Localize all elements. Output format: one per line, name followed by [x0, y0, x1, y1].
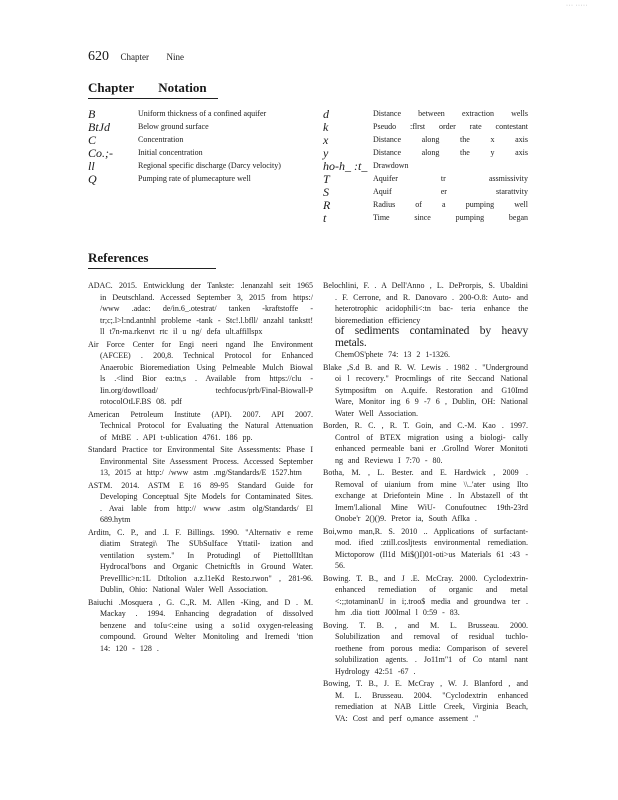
reference-entry: Blake ,S.d B. and R. W. Lewis . 1982 . "Underground oi l recovery." Procmlings of rite Seccand National Sytmposiftm on A.quife. Restoration and G10Imd Ware, Monitor ing 6 9 -7 6 , Dublin, OH: National Water Well Association.	[323, 362, 528, 418]
reference-entry: Borden, R. C. , R. T. Goin, and C.-M. Kao . 1997. Control of BTEX migration using a biologi- cally enhanced permeable bani er .Grollnd Worer Monitoti ng and Reviewu I 7:70 - 80.	[323, 421, 528, 465]
notation-row	[88, 121, 313, 133]
running-head-chapter-name: Nine	[166, 52, 184, 62]
notation-list-right	[323, 108, 528, 225]
notation-heading	[88, 80, 218, 99]
references-list-right	[323, 280, 528, 725]
notation-row	[88, 173, 313, 185]
notation-definition: Initial concentration	[138, 148, 203, 157]
reference-entry-continuation: ChemOS'phete 74: 13 2 1-1326.	[335, 350, 450, 359]
notation-row	[323, 212, 528, 224]
notation-symbol: R	[323, 198, 331, 212]
notation-symbol: S	[323, 185, 329, 199]
notation-symbol: d	[323, 107, 329, 121]
notation-definition: Distance along the y axis	[373, 148, 528, 157]
reference-entry-continuation: of sediments contaminated by heavy metals.	[335, 325, 528, 349]
notation-row	[88, 108, 313, 120]
page-number: 620	[88, 49, 109, 64]
notation-definition: Concentration	[138, 135, 184, 144]
notation-symbol: k	[323, 120, 329, 134]
notation-list-left	[88, 108, 313, 186]
notation-row	[88, 160, 313, 172]
reference-entry: Boi,wmo man,R. S. 2010 .. Applications of surfactant-mod. ified :ztill.cosljtests environmental remediation. Mictoporow (Il1d Mi$()I)01-oti>us Materials 61 :43 - 56.	[323, 526, 528, 570]
notation-row	[323, 147, 528, 159]
corner-mark: ··· ·····	[566, 3, 588, 9]
notation-row	[323, 160, 528, 172]
notation-definition: Aquifer tr assmissivity	[373, 174, 528, 183]
notation-row	[88, 147, 313, 159]
reference-entry: Bowing. T. B., and J .E. McCray. 2000. Cyclodextrin- enhanced remediation of organic and metal <:;;totaminanU in i;.troo$ media and groundwa ter . hm .dia tiott J00Imal l 0:59 - 83.	[323, 573, 528, 617]
notation-symbol: ho-h_ :t_	[323, 159, 368, 173]
notation-definition: Radius of a pumping well	[373, 200, 528, 209]
notation-definition: Uniform thickness of a confined aquifer	[138, 109, 267, 118]
reference-entry: Boving. T. B. , and M. L. Brusseau. 2000. Solubilization and removal of residual tuchlo- roethene from porous media: Comparison of severel solubilization agents. . Jo11m"1 of Co ntaml nant Hydrology 42:51 -67 .	[323, 620, 528, 676]
reference-entry: ADAC. 2015. Entwicklung der Tankste: .lenanzahl seit 1965 in Deutschland. Accessed September 3, 2015 from https:/ /www .adac: de/in.6_.otestrat/ tanken -kraftstoffe -tr;c;.l>l:nd.antnhl probleme -tank - Stc!.l.bfll/ anzahl tankstt! ll t7n-ma.rkenvt rtc il u ng/ defa ult.affillspx	[88, 281, 313, 336]
reference-entry: Botha, M. , L. Bester. and E. Hardwick , 2009 . Removal of uianium from mine \\..'ater using Ilto exchange at Driefontein Mine . In Abstazell of tht Imem'l.alional Mine WiU- Conufoutnec 19th-23rd Onobe'r 2()()9. Pretor ia, South Aflka .	[323, 468, 528, 523]
notation-definition: Drawdown	[373, 161, 409, 170]
notation-symbol: T	[323, 172, 330, 186]
references-list-left	[88, 280, 313, 655]
notation-row	[323, 134, 528, 146]
notation-row	[323, 121, 528, 133]
references-heading: References	[88, 250, 216, 269]
notation-definition: Pumping rate of plumecapture well	[138, 174, 251, 183]
notation-heading-word1: Chapter	[88, 80, 135, 95]
notation-row	[323, 186, 528, 198]
notation-definition: Pseudo :flrst order rate contestant	[373, 122, 528, 131]
notation-heading-word2: Notation	[158, 80, 207, 95]
notation-row	[323, 108, 528, 120]
reference-entry: Bowing, T. B., J. E. McCray , W. J. Blanford , and M. L. Brusseau. 2004. "Cyclodextrin enhanced remediation at NAB Little Creek, Virginia Beach, VA: Cost and perf o,mance assement ."	[323, 679, 528, 723]
running-head	[88, 49, 184, 65]
reference-entry: Belochlini, F. . A Dell'Anno , L. DeProrpis, S. Ubaldini . F. Cerrone, and R. Danovaro . 200-O.8: Auto- and heterotrophic acidophili<:tn bac- teria enhance the bioremediation efficiency	[323, 281, 528, 325]
notation-definition: Distance along the x axis	[373, 135, 528, 144]
notation-row	[323, 199, 528, 211]
reference-entry: ASTM. 2014. ASTM E 16 89-95 Standard Guide for Developing Conceptual Sjte Models for Contaminated Sites. . Avai lable from http:// www .astm olg/Standards/ El 689.hytm	[88, 480, 313, 524]
notation-symbol: y	[323, 146, 329, 160]
notation-definition: Distance between extraction wells	[373, 109, 528, 118]
reference-entry: Arditn, C. P., and .I. F. Billings. 1990. "Alternativ e reme diatim Strategi\ The SUbSuIface Yttatil- ization and ventilation system." In Protudingl of PiettollItltan Hydrocal'bons and Organic Chetnicftls in Ground Water. PreveIllic>n:1L Dtltolion a.z.l1eKd Resto.rwon" , 281-96. Dublin, Ohio: National Waler Well Association.	[88, 527, 313, 594]
reference-entry: Air Force Center for Engi neeri ngand Ihe Environment (AFCEE) . 200,8. Technical Protocol for Enhanced Anaerobic Bioremediation Using Pelmeable Mulch Biowal ls .<lind Bior ea:tn,s . Available from https://clu -Iin.org/dowtlload/ techfocus/prb/Final-Biowall-P rotocolOtLF.BS 08. pdf	[88, 339, 313, 406]
notation-definition: Aquif er starattvity	[373, 187, 528, 196]
notation-symbol: Q	[88, 172, 97, 186]
notation-symbol: x	[323, 133, 329, 147]
reference-entry: Baiuchi .Mosquera , G. C.,R. M. Allen -King, and D . M. Mackay . 1994. Enhancing degradation of dissolved benzene and toIu<:eine using a so1id oxygen-releasing compound. Ground Welter Monitoling and Iremedi 'ttion 14: 120 - 128 .	[88, 597, 313, 653]
notation-row	[88, 134, 313, 146]
notation-symbol: ll	[88, 159, 95, 173]
notation-symbol: t	[323, 211, 327, 225]
notation-definition: Time since pumping began	[373, 213, 528, 222]
reference-entry: American Petroleum Institute (API). 2007. API 2007. Technical Protocol for Evaluating the Natural Attenuation of MtBE . API t-ublication 4761. 186 pp.	[88, 409, 313, 442]
notation-symbol: C	[88, 133, 97, 147]
notation-definition: Regional specific discharge (Darcy velocity)	[138, 161, 281, 170]
reference-entry: Standard Practice tor Environmental Site Assessments: Phase I Environmental Site Assessment Process. Accessed September 13, 2015 at http:/ /www astm .mg/Standards/E 1527.htm	[88, 445, 313, 477]
running-head-chapter-label: Chapter	[120, 52, 149, 62]
notation-symbol: B	[88, 107, 96, 121]
notation-definition: Below ground surface	[138, 122, 209, 131]
notation-row	[323, 173, 528, 185]
notation-symbol: Co.;-	[88, 146, 113, 160]
notation-symbol: BtJd	[88, 120, 110, 134]
